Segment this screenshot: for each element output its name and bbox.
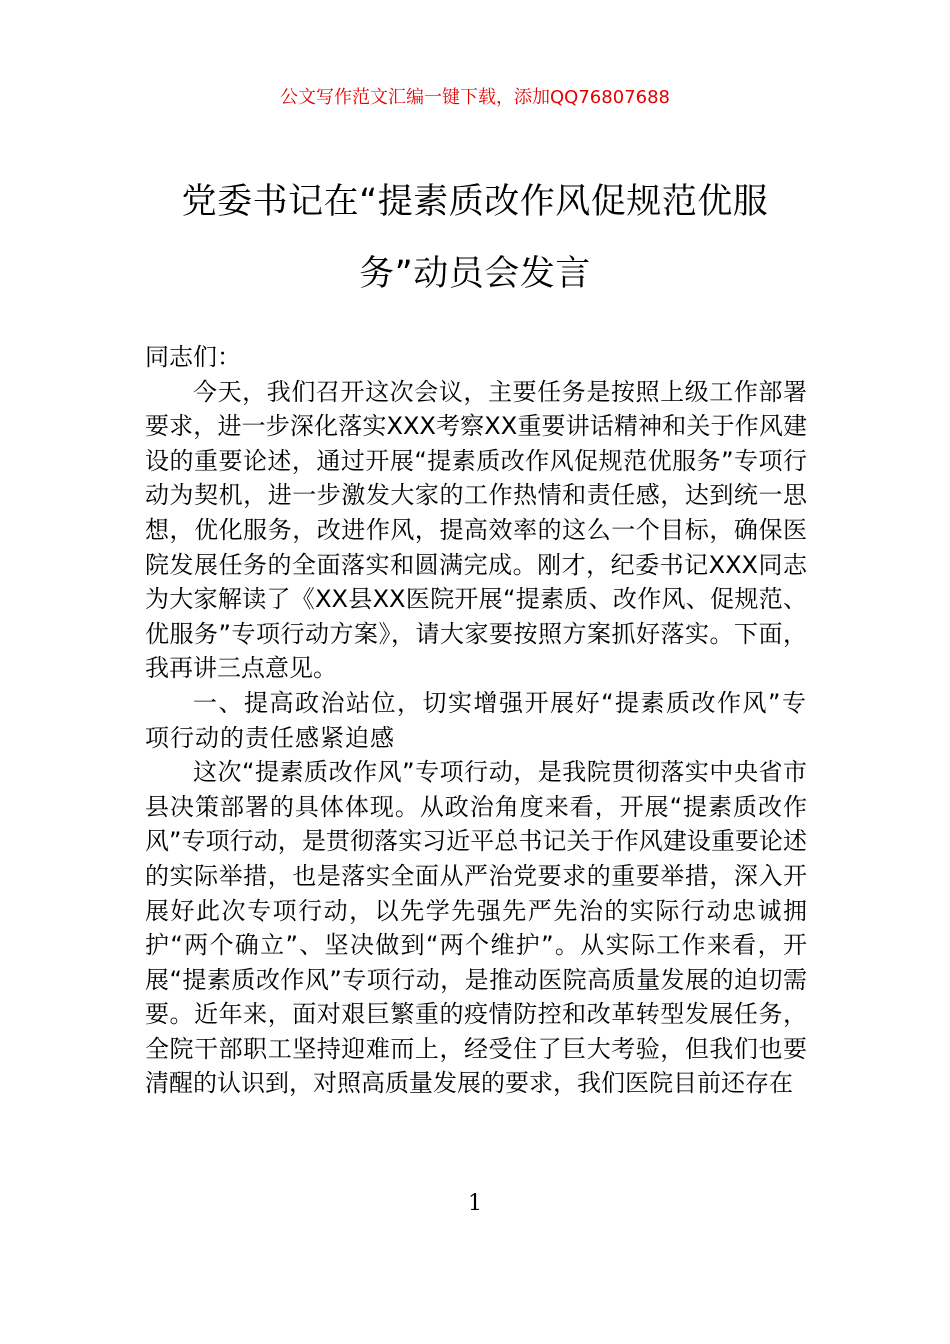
- document-body: [145, 340, 807, 1101]
- salutation: 同志们：: [145, 343, 241, 371]
- section-heading-1: 一、提高政治站位，切实增强开展好“提素质改作风”专项行动的责任感紧迫感: [145, 688, 807, 752]
- body-paragraph-intro: 今天，我们召开这次会议，主要任务是按照上级工作部署要求，进一步深化落实XXX考察XX重要讲话精神和关于作风建设的重要论述，通过开展“提素质改作风促规范优服务”专项行动为契机，进一步激发大家的工作热情和责任感，达到统一思想，优化服务，改进作风，提高效率的这么一个目标，确保医院发展任务的全面落实和圆满完成。刚才，纪委书记XXX同志为大家解读了《XX县XX医院开展“提素质、改作风、促规范、优服务”专项行动方案》，请大家要按照方案抓好落实。下面，我再讲三点意见。: [145, 377, 807, 683]
- document-title: 党委书记在“提素质改作风促规范优服务”动员会发言: [181, 182, 769, 294]
- page-number: 1: [468, 1191, 482, 1216]
- download-notice: 公文写作范文汇编一键下载，添加QQ76807688: [280, 87, 670, 108]
- body-paragraph-section-1: 这次“提素质改作风”专项行动，是我院贯彻落实中央省市县决策部署的具体体现。从政治角度来看，开展“提素质改作风”专项行动，是贯彻落实习近平总书记关于作风建设重要论述的实际举措，也是落实全面从严治党要求的重要举措，深入开展好此次专项行动，以先学先强先严先治的实际行动忠诚拥护“两个确立”、坚决做到“两个维护”。从实际工作来看，开展“提素质改作风”专项行动，是推动医院高质量发展的迫切需要。近年来，面对艰巨繁重的疫情防控和改革转型发展任务，全院干部职工坚持迎难而上，经受住了巨大考验，但我们也要清醒的认识到，对照高质量发展的要求，我们医院目前还存在: [145, 758, 807, 1098]
